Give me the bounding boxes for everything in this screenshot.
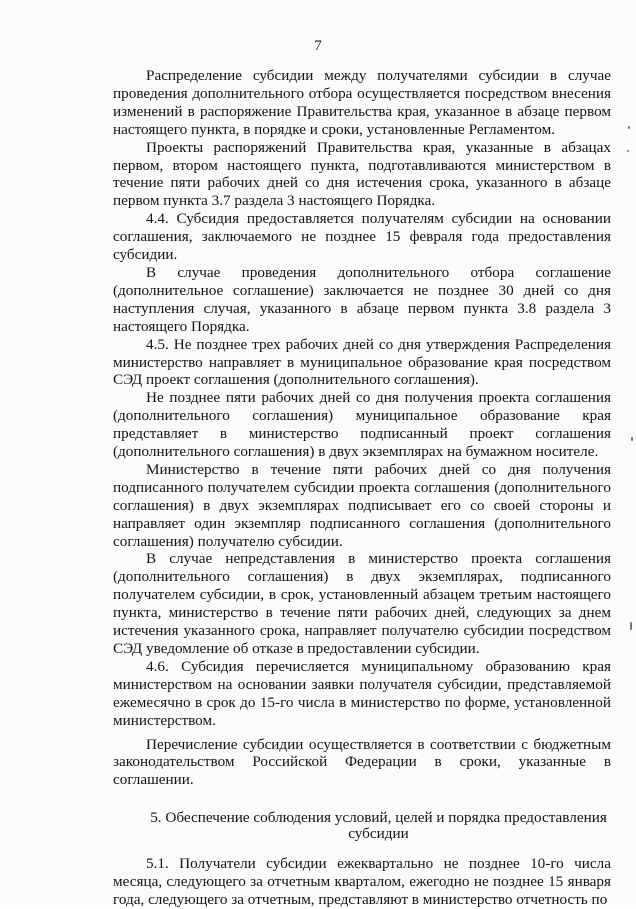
- scan-artifact-mark: [631, 437, 633, 441]
- page-number: 7: [314, 38, 322, 54]
- paragraph-distribution: Распределение субсидии между получателями субсидии в случае проведения дополнительного отбора осуществляется посредством внесения изменений в распоряжение Правительства края, указанное в абзаце первом настоящего пункта, в порядке и сроки, установленные Регламентом.: [113, 67, 611, 138]
- scan-artifact-mark: [630, 622, 632, 630]
- section-heading: 5. Обеспечение соблюдения условий, целей и порядка предоставления субсидии: [150, 809, 607, 843]
- paragraph-draft-orders: Проекты распоряжений Правительства края, указанные в абзацах первом, втором настоящего пункта, подготавливаются министерством в течение пяти рабочих дней со дня истечения срока, указанного в абзаце первом пункта 3.7 раздела 3 настоящего Порядка.: [113, 138, 611, 210]
- paragraph-4-6: 4.6. Субсидия перечисляется муниципальному образованию края министерством на основании заявки получателя субсидии, представляемой ежемесячно в срок до 15-го числа в министерство по форме, установленной министерством.: [113, 657, 611, 729]
- scan-artifact-mark: [628, 126, 630, 129]
- paragraph-4-4: 4.4. Субсидия предоставляется получателям субсидии на основании соглашения, заключаемого не позднее 15 февраля года предоставления субсидии.: [113, 210, 611, 264]
- paragraph-additional-selection: В случае проведения дополнительного отбора соглашение (дополнительное соглашение) заключается не позднее 30 дней со дня наступления случая, указанного в абзаце первом пункта 3.8 раздела 3 настоящего Порядка.: [113, 263, 611, 335]
- paragraph-5-1: 5.1. Получатели субсидии ежеквартально не позднее 10-го числа месяца, следующего за отчетным кварталом, ежегодно не позднее 15 января года, следующего за отчетным, представляют в министерство отчетность по: [113, 855, 611, 909]
- paragraph-refusal: В случае непредставления в министерство проекта соглашения (дополнительного соглашения) в двух экземплярах, подписанного получателем субсидии, в срок, установленный абзацем третьим настоящего пункта, министерство в течение пяти рабочих дней, следующих за днем истечения указанного срока, направляет получателю субсидии посредством СЭД уведомление об отказе в предоставлении субсидии.: [113, 550, 611, 657]
- paragraph-4-5: 4.5. Не позднее трех рабочих дней со дня утверждения Распределения министерство направляет в муниципальное образование края посредством СЭД проект соглашения (дополнительного соглашения).: [113, 335, 611, 389]
- paragraph-ministry-signing: Министерство в течение пяти рабочих дней со дня получения подписанного получателем субсидии проекта соглашения (дополнительного соглашения) в двух экземплярах подписывает его со своей стороны и направляет один экземпляр подписанного соглашения (дополнительного соглашения) получателю субсидии.: [113, 460, 611, 550]
- paragraph-transfer: Перечисление субсидии осуществляется в соответствии с бюджетным законодательством Российской Федерации в сроки, указанные в соглашении.: [113, 735, 611, 789]
- paragraph-municipal-submission: Не позднее пяти рабочих дней со дня получения проекта соглашения (дополнительного соглашения) муниципальное образование края представляет в министерство подписанный проект соглашения (дополнительного соглашения) в двух экземплярах на бумажном носителе.: [113, 389, 611, 461]
- scan-artifact-mark: [627, 150, 629, 152]
- document-body: [113, 67, 611, 909]
